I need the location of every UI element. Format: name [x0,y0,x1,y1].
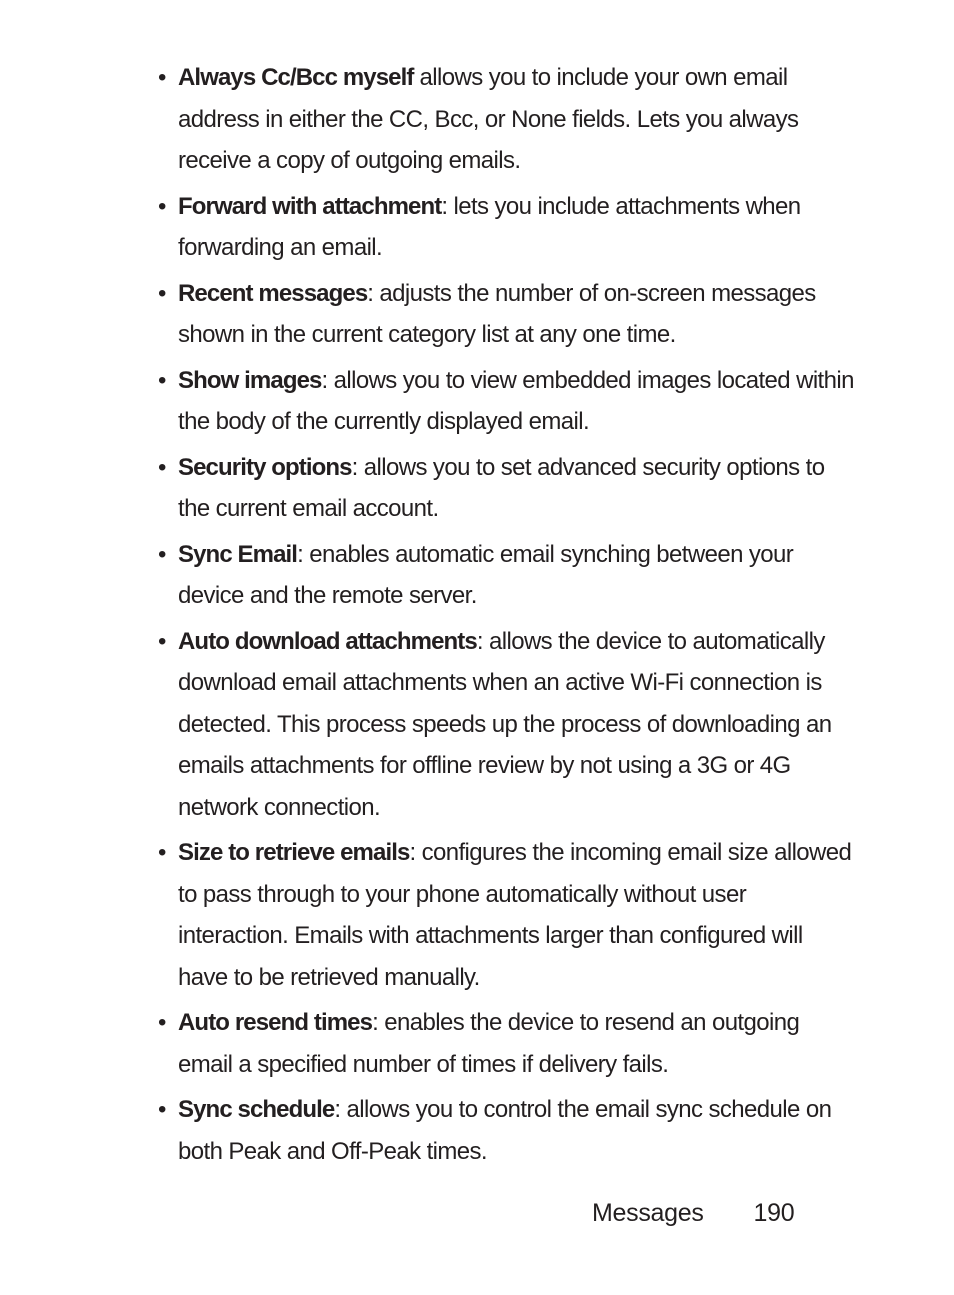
item-description: : configures the incoming email size allowed to pass through to your phone automatically without user interaction. Emails with attachments larger than configured will have to be retrieved manually. [178,839,852,991]
item-term: Auto download attachments [178,627,477,655]
list-item [158,447,858,530]
list-item [158,360,858,443]
item-description: : allows you to set advanced security options to the current email account. [178,453,825,522]
item-description: : enables the device to resend an outgoing email a specified number of times if delivery fails. [178,1009,800,1078]
list-item [158,186,858,269]
list-item [158,1089,858,1172]
bullet-icon: • [158,627,166,655]
list-item [158,621,858,829]
bullet-list [158,57,858,1176]
bullet-icon: • [158,1096,166,1123]
item-term: Auto resend times [178,1009,373,1036]
list-item [158,1002,858,1085]
bullet-icon: • [158,64,166,91]
item-description: : lets you include attachments when forwarding an email. [178,192,801,261]
item-term: Always Cc/Bcc myself [178,64,414,91]
bullet-icon: • [158,839,166,866]
item-description: : allows you to control the email sync schedule on both Peak and Off-Peak times. [178,1096,832,1165]
item-term: Show images [178,366,322,394]
list-item [158,57,858,182]
list-item [158,832,858,998]
list-item [158,273,858,356]
page-footer [592,1193,794,1233]
item-description: : allows the device to automatically download email attachments when an active Wi-Fi connection is detected. This process speeds up the process of downloading an emails attachments for offline review by not using a 3G or 4G network connection. [178,627,832,821]
section-title: Messages [592,1199,704,1227]
bullet-icon: • [158,540,166,568]
bullet-icon: • [158,453,166,481]
item-term: Recent messages [178,279,368,307]
item-term: Sync schedule [178,1096,335,1123]
item-term: Sync Email [178,540,298,568]
item-term: Forward with attachment [178,192,442,220]
item-term: Security options [178,453,352,481]
bullet-icon: • [158,1009,166,1036]
item-description: : adjusts the number of on-screen messages shown in the current category list at any one time. [178,279,816,348]
bullet-icon: • [158,279,166,307]
item-term: Size to retrieve emails [178,839,410,866]
item-description: : allows you to view embedded images located within the body of the currently displayed email. [178,366,854,435]
page-number: 190 [753,1199,795,1227]
bullet-icon: • [158,192,166,220]
list-item [158,534,858,617]
item-description: allows you to include your own email address in either the CC, Bcc, or None fields. Lets you always receive a copy of outgoing emails. [178,64,799,174]
item-description: : enables automatic email synching between your device and the remote server. [178,540,794,609]
bullet-icon: • [158,366,166,394]
